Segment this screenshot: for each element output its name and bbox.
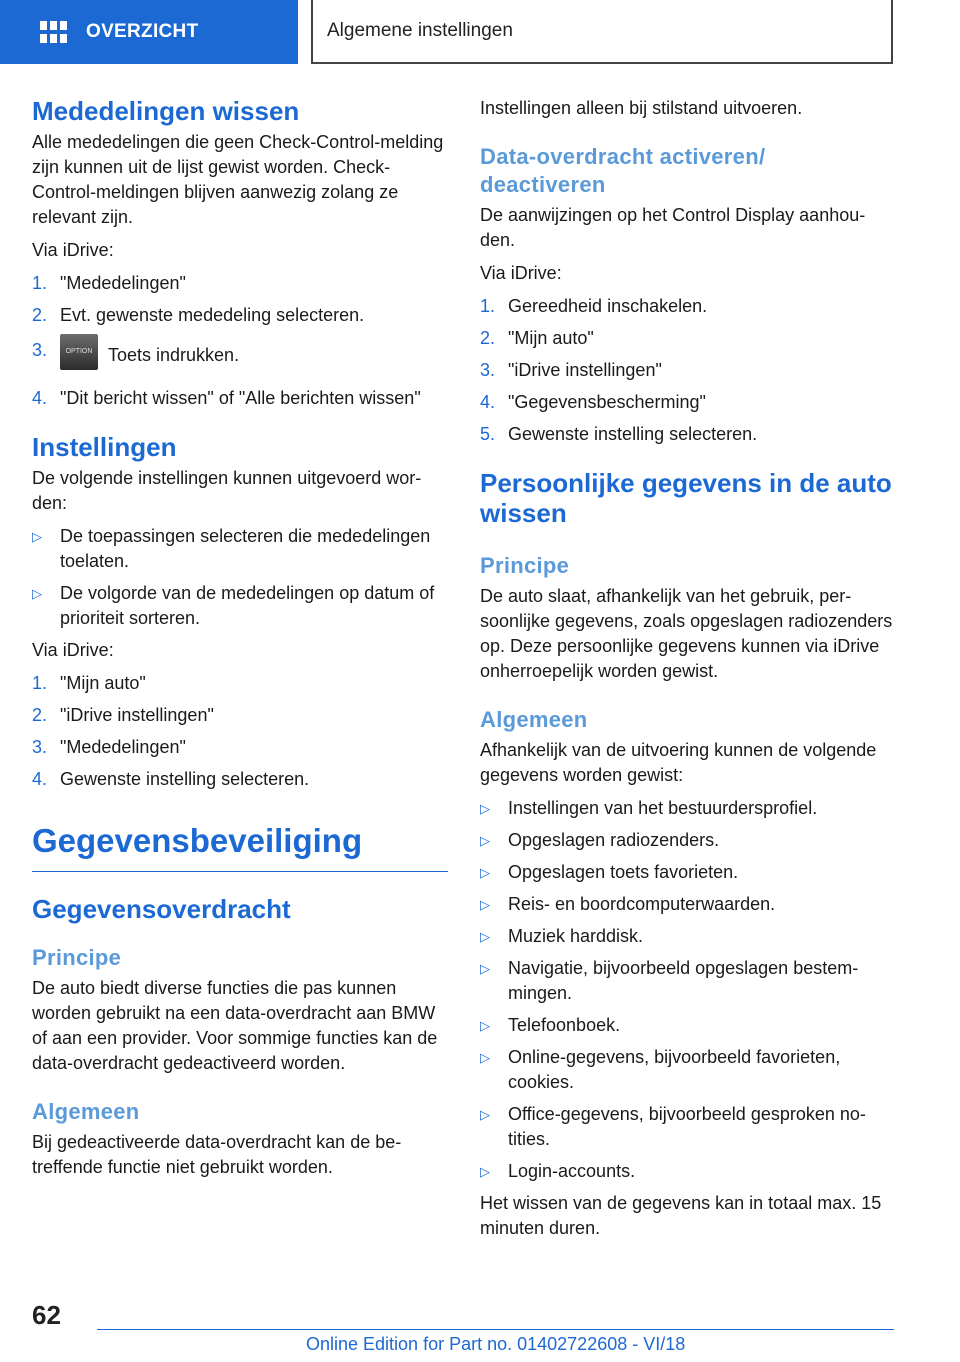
page-number: 62 [32,1300,61,1330]
triangle-bullet-icon: ▷ [32,586,42,601]
list-item: 2. "Mijn auto" [480,328,594,348]
grid-icon [40,21,66,43]
via-idrive-label: Via iDrive: [32,240,114,260]
heading-persoonlijke-gegevens: Persoonlijke gegevens in de auto wissen [480,468,892,528]
list-item: ▷ De toepassingen selecteren die mededelingen toelaten. [32,524,448,574]
heading-data-overdracht: Data-overdracht activeren/ deactiveren [480,144,766,197]
list-item: ▷ Online-gegevens, bijvoorbeeld favorieten, cookies. [480,1045,894,1095]
subheading-algemeen: Algemeen [480,707,588,732]
section-title: Algemene instellingen [327,20,513,41]
steps-list [32,271,448,411]
subheading-principe: Principe [32,945,122,970]
heading-mededelingen-wissen: Mededelingen wissen [32,96,300,126]
list-item: 2. Evt. gewenste mededeling selecteren. [32,305,365,325]
list-item: 4. "Gegevensbescherming" [480,392,706,412]
list-item: ▷ Opgeslagen radiozenders. [480,828,894,853]
triangle-bullet-icon: ▷ [480,1050,490,1065]
overview-tab[interactable] [0,0,298,64]
list-item: ▷ Reis- en boordcomputerwaarden. [480,892,894,917]
list-item: 2. "iDrive instellingen" [32,705,214,725]
subheading-principe: Principe [480,553,570,578]
chapter-heading: Gegevensbeveiliging [32,821,448,872]
left-column [32,96,448,1188]
list-item: 4. Gewenste instelling selecteren. [32,769,310,789]
list-item: 3. "iDrive instellingen" [480,360,662,380]
paragraph: De auto biedt diverse functies die pas kunnen worden gebruikt na een data-overdracht aan BMW of aan een provider. Voor sommige functies kan de data-overdracht gedeactiveerd worden. [32,978,438,1073]
list-item: ▷ Opgeslagen toets favorieten. [480,860,894,885]
triangle-bullet-icon: ▷ [480,929,490,944]
edition-footer: Online Edition for Part no. 01402722608 - VI/18 [306,1334,686,1354]
paragraph: Het wissen van de gegevens kan in totaal max. 15 minuten duren. [480,1193,882,1238]
paragraph: De volgende instellingen kunnen uitgevoerd worden: [32,468,422,513]
list-item: ▷ Navigatie, bijvoorbeeld opgeslagen bestemmingen. [480,956,894,1006]
footer-divider [97,1329,894,1330]
list-item: 3. "Mededelingen" [32,737,186,757]
via-idrive-label: Via iDrive: [480,263,562,283]
list-item: 3. OPTION Toets indrukken. [32,338,448,374]
list-item: ▷ De volgorde van de mededelingen op datum of prioriteit sorteren. [32,581,448,631]
list-item: ▷ Telefoonboek. [480,1013,894,1038]
triangle-bullet-icon: ▷ [480,801,490,816]
page-header [0,0,960,66]
subheading-algemeen: Algemeen [32,1099,140,1124]
list-item: 1. Gereedheid inschakelen. [480,296,708,316]
list-item: ▷ Login-accounts. [480,1159,894,1184]
list-item: 1. "Mijn auto" [32,673,146,693]
paragraph: Bij gedeactiveerde data-overdracht kan de betreffende functie niet gebruikt worden. [32,1132,402,1177]
option-button-icon: OPTION [60,334,98,370]
triangle-bullet-icon: ▷ [480,897,490,912]
paragraph: Afhankelijk van de uitvoering kunnen de volgende gegevens worden gewist: [480,740,877,785]
bullet-list [32,524,448,631]
list-item: 4. "Dit bericht wissen" of "Alle berichten wissen" [32,388,421,408]
list-item: 5. Gewenste instelling selecteren. [480,424,758,444]
section-title-tab[interactable] [311,0,893,64]
triangle-bullet-icon: ▷ [32,529,42,544]
triangle-bullet-icon: ▷ [480,1107,490,1122]
steps-list [32,671,448,792]
steps-list [480,294,894,447]
triangle-bullet-icon: ▷ [480,833,490,848]
heading-instellingen: Instellingen [32,432,177,462]
triangle-bullet-icon: ▷ [480,865,490,880]
list-item: ▷ Muziek harddisk. [480,924,894,949]
list-item: ▷ Office-gegevens, bijvoorbeeld gesproken notities. [480,1102,894,1152]
bullet-list [480,796,894,1184]
right-column [480,96,894,1249]
triangle-bullet-icon: ▷ [480,1164,490,1179]
triangle-bullet-icon: ▷ [480,961,490,976]
via-idrive-label: Via iDrive: [32,640,114,660]
paragraph: De aanwijzingen op het Control Display aanhouden. [480,205,866,250]
triangle-bullet-icon: ▷ [480,1018,490,1033]
heading-gegevensoverdracht: Gegevensoverdracht [32,894,291,924]
paragraph: Instellingen alleen bij stilstand uitvoeren. [480,98,803,118]
paragraph: De auto slaat, afhankelijk van het gebruik, persoonlijke gegevens, zoals opgeslagen radiozenders op. Deze persoonlijke gegevens kunnen via iDrive onherroepelijk worden gewist. [480,586,893,681]
list-item: 1. "Mededelingen" [32,273,186,293]
overview-label: OVERZICHT [86,21,199,42]
paragraph: Alle mededelingen die geen Check-Control-melding zijn kunnen uit de lijst gewist worden. Check-Control-meldingen blijven aanwezig zolang ze relevant zijn. [32,132,444,227]
list-item: ▷ Instellingen van het bestuurdersprofiel. [480,796,894,821]
